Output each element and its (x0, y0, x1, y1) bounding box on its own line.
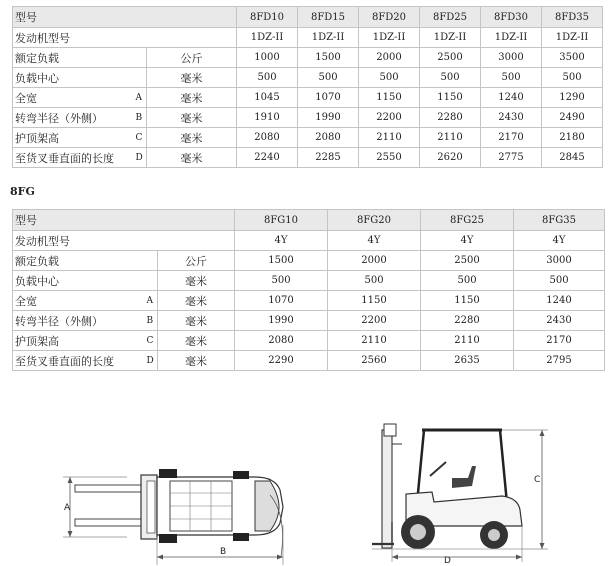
table-row (13, 331, 605, 351)
row-label: 额定负载 (13, 251, 158, 271)
cell: 500 (420, 68, 481, 88)
cell: 2200 (359, 108, 420, 128)
dimension-letter: D (133, 148, 147, 168)
row-label: 负载中心 (13, 271, 158, 291)
row-label: 转弯半径（外侧） (13, 108, 133, 128)
row-label: 发动机型号 (13, 231, 235, 251)
table-row (13, 351, 605, 371)
cell: 1DZ-II (298, 28, 359, 48)
row-unit: 毫米 (158, 271, 235, 291)
row-unit: 毫米 (147, 148, 237, 168)
forklift-top-view-diagram (55, 415, 355, 565)
cell: 2110 (421, 331, 514, 351)
table-row (13, 231, 605, 251)
row-unit: 毫米 (147, 88, 237, 108)
cell: 1500 (235, 251, 328, 271)
dimension-letter: B (133, 108, 147, 128)
cell: 1DZ-II (237, 28, 298, 48)
dimension-letter: D (144, 351, 158, 371)
row-unit: 公斤 (147, 48, 237, 68)
cell: 2180 (542, 128, 603, 148)
model-name: 8FD20 (359, 7, 420, 28)
row-label: 额定负载 (13, 48, 147, 68)
table-row (13, 108, 603, 128)
cell: 1290 (542, 88, 603, 108)
cell: 2000 (328, 251, 421, 271)
table-row (13, 68, 603, 88)
row-label: 发动机型号 (13, 28, 237, 48)
cell: 500 (359, 68, 420, 88)
table-row (13, 291, 605, 311)
row-label: 转弯半径（外侧） (13, 311, 144, 331)
cell: 1240 (514, 291, 605, 311)
cell: 2775 (481, 148, 542, 168)
row-label: 负载中心 (13, 68, 147, 88)
cell: 4Y (421, 231, 514, 251)
cell: 1070 (235, 291, 328, 311)
cell: 3000 (481, 48, 542, 68)
cell: 3000 (514, 251, 605, 271)
cell: 1990 (298, 108, 359, 128)
dimension-letter: B (144, 311, 158, 331)
cell: 2430 (514, 311, 605, 331)
table-row (13, 88, 603, 108)
dimension-label-a: A (64, 503, 71, 513)
dimension-letter: A (144, 291, 158, 311)
spec-table-8fg (12, 209, 605, 371)
table-header-row (13, 210, 605, 231)
cell: 2795 (514, 351, 605, 371)
cell: 4Y (235, 231, 328, 251)
dimension-letter: A (133, 88, 147, 108)
table-row (13, 148, 603, 168)
dimension-letter: C (133, 128, 147, 148)
cell: 2080 (235, 331, 328, 351)
model-name: 8FG35 (514, 210, 605, 231)
cell: 2110 (420, 128, 481, 148)
cell: 1150 (359, 88, 420, 108)
forklift-side-view-diagram (372, 414, 612, 564)
row-label: 护顶架高 (13, 128, 133, 148)
cell: 1150 (421, 291, 514, 311)
cell: 2240 (237, 148, 298, 168)
model-header-label: 型号 (13, 7, 237, 28)
cell: 1045 (237, 88, 298, 108)
model-header-label: 型号 (13, 210, 235, 231)
dimension-label-c: C (534, 475, 541, 485)
row-unit: 毫米 (147, 128, 237, 148)
cell: 2280 (421, 311, 514, 331)
model-name: 8FD35 (542, 7, 603, 28)
cell: 1DZ-II (420, 28, 481, 48)
cell: 2280 (420, 108, 481, 128)
cell: 500 (514, 271, 605, 291)
table-row (13, 251, 605, 271)
cell: 1070 (298, 88, 359, 108)
model-name: 8FG20 (328, 210, 421, 231)
cell: 2490 (542, 108, 603, 128)
dimension-letter: C (144, 331, 158, 351)
cell: 2080 (237, 128, 298, 148)
model-name: 8FD25 (420, 7, 481, 28)
cell: 1DZ-II (481, 28, 542, 48)
cell: 500 (421, 271, 514, 291)
cell: 1240 (481, 88, 542, 108)
row-unit: 毫米 (158, 331, 235, 351)
cell: 500 (328, 271, 421, 291)
row-label: 全宽 (13, 291, 144, 311)
table-row (13, 28, 603, 48)
cell: 2170 (481, 128, 542, 148)
table-row (13, 128, 603, 148)
cell: 2430 (481, 108, 542, 128)
cell: 4Y (514, 231, 605, 251)
cell: 1150 (328, 291, 421, 311)
cell: 500 (235, 271, 328, 291)
section-title-8fg: 8FG (10, 185, 35, 198)
cell: 2000 (359, 48, 420, 68)
cell: 2200 (328, 311, 421, 331)
cell: 2845 (542, 148, 603, 168)
cell: 3500 (542, 48, 603, 68)
row-unit: 毫米 (147, 68, 237, 88)
model-name: 8FG25 (421, 210, 514, 231)
model-name: 8FD15 (298, 7, 359, 28)
row-label: 至货叉垂直面的长度 (13, 351, 144, 371)
row-label: 至货叉垂直面的长度 (13, 148, 133, 168)
row-unit: 毫米 (158, 311, 235, 331)
cell: 2170 (514, 331, 605, 351)
cell: 2560 (328, 351, 421, 371)
row-label: 护顶架高 (13, 331, 144, 351)
cell: 2550 (359, 148, 420, 168)
cell: 2285 (298, 148, 359, 168)
table-row (13, 271, 605, 291)
cell: 500 (298, 68, 359, 88)
row-unit: 公斤 (158, 251, 235, 271)
cell: 2080 (298, 128, 359, 148)
cell: 500 (542, 68, 603, 88)
dimension-label-b: B (220, 547, 227, 557)
row-unit: 毫米 (158, 291, 235, 311)
cell: 4Y (328, 231, 421, 251)
cell: 500 (237, 68, 298, 88)
cell: 2500 (421, 251, 514, 271)
cell: 2500 (420, 48, 481, 68)
table-row (13, 311, 605, 331)
cell: 1990 (235, 311, 328, 331)
cell: 2110 (359, 128, 420, 148)
spec-table-8fd (12, 6, 603, 168)
cell: 500 (481, 68, 542, 88)
model-name: 8FD30 (481, 7, 542, 28)
cell: 2635 (421, 351, 514, 371)
cell: 1DZ-II (359, 28, 420, 48)
cell: 1150 (420, 88, 481, 108)
dimension-label-d: D (444, 556, 451, 564)
table-header-row (13, 7, 603, 28)
cell: 1000 (237, 48, 298, 68)
row-unit: 毫米 (158, 351, 235, 371)
model-name: 8FG10 (235, 210, 328, 231)
cell: 2620 (420, 148, 481, 168)
cell: 2110 (328, 331, 421, 351)
row-unit: 毫米 (147, 108, 237, 128)
model-name: 8FD10 (237, 7, 298, 28)
row-label: 全宽 (13, 88, 133, 108)
table-row (13, 48, 603, 68)
cell: 1500 (298, 48, 359, 68)
cell: 1DZ-II (542, 28, 603, 48)
cell: 2290 (235, 351, 328, 371)
cell: 1910 (237, 108, 298, 128)
